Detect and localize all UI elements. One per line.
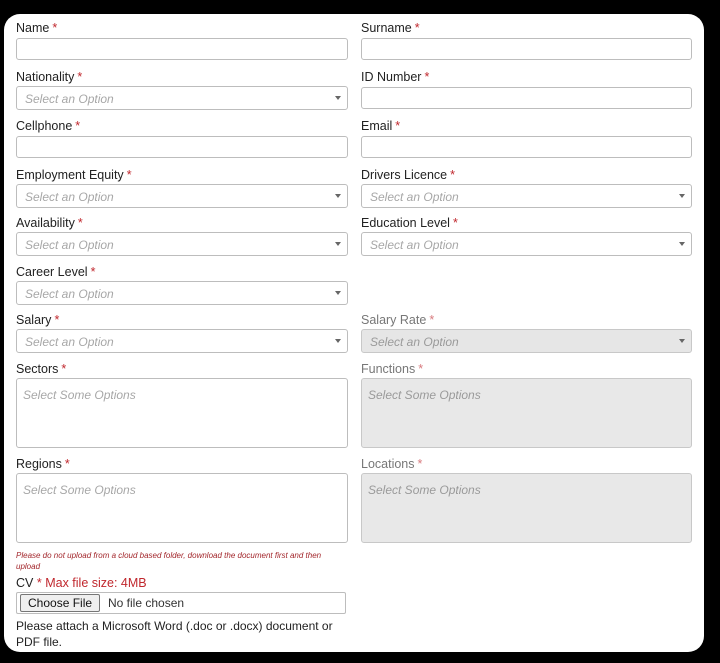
id-number-field [361,69,692,85]
sectors-placeholder: Select Some Options [23,388,136,402]
chevron-down-icon [335,96,341,100]
availability-label: Availability [16,216,75,230]
functions-placeholder: Select Some Options [368,388,481,402]
required-marker: * [395,119,401,133]
salary-select[interactable] [16,329,348,353]
required-marker: * [54,313,60,327]
regions-placeholder: Select Some Options [23,483,136,497]
cv-file-input [16,592,346,614]
education-level-placeholder: Select an Option [370,238,459,252]
locations-label: Locations [361,457,415,471]
salary-field [16,312,348,349]
surname-field [361,20,692,36]
functions-multiselect[interactable] [361,378,692,448]
availability-placeholder: Select an Option [25,238,114,252]
career-level-label: Career Level [16,265,88,279]
nationality-select[interactable] [16,86,348,110]
drivers-licence-field [361,167,692,204]
name-label: Name [16,21,50,35]
required-marker: * [36,576,42,590]
locations-field [361,456,692,497]
required-marker: * [77,70,83,84]
required-marker: * [90,265,96,279]
availability-field [16,215,348,252]
required-marker: * [52,21,58,35]
required-marker: * [452,216,458,230]
max-file-size: Max file size: 4MB [45,576,147,590]
email-label: Email [361,119,393,133]
drivers-licence-placeholder: Select an Option [370,190,459,204]
career-level-placeholder: Select an Option [25,287,114,301]
file-status: No file chosen [108,596,185,610]
salary-rate-field [361,312,692,349]
choose-file-button[interactable]: Choose File [20,594,100,612]
chevron-down-icon [335,291,341,295]
nationality-placeholder: Select an Option [25,92,114,106]
regions-field [16,456,348,497]
availability-select[interactable] [16,232,348,256]
required-marker: * [61,362,67,376]
sectors-label: Sectors [16,362,59,376]
employment-equity-label: Employment Equity [16,168,124,182]
locations-placeholder: Select Some Options [368,483,481,497]
email-input[interactable] [361,136,692,158]
email-field [361,118,692,134]
name-input[interactable] [16,38,348,60]
career-level-field [16,264,348,301]
required-marker: * [429,313,435,327]
career-level-select[interactable] [16,281,348,305]
nationality-label: Nationality [16,70,75,84]
required-marker: * [77,216,83,230]
salary-rate-placeholder: Select an Option [370,335,459,349]
required-marker: * [450,168,456,182]
application-form [4,14,704,652]
chevron-down-icon [679,242,685,246]
id-number-input[interactable] [361,87,692,109]
education-level-label: Education Level [361,216,450,230]
regions-multiselect[interactable] [16,473,348,543]
required-marker: * [64,457,70,471]
required-marker: * [417,457,423,471]
sectors-multiselect[interactable] [16,378,348,448]
chevron-down-icon [335,339,341,343]
employment-equity-placeholder: Select an Option [25,190,114,204]
salary-rate-label: Salary Rate [361,313,427,327]
required-marker: * [414,21,420,35]
locations-multiselect[interactable] [361,473,692,543]
regions-label: Regions [16,457,62,471]
employment-equity-select[interactable] [16,184,348,208]
chevron-down-icon [335,194,341,198]
salary-placeholder: Select an Option [25,335,114,349]
functions-field [361,361,692,402]
chevron-down-icon [679,339,685,343]
drivers-licence-label: Drivers Licence [361,168,448,182]
cellphone-field [16,118,348,134]
cloud-upload-warning: Please do not upload from a cloud based folder, download the document first and then upload [16,551,322,571]
education-level-field [361,215,692,252]
drivers-licence-select[interactable] [361,184,692,208]
required-marker: * [418,362,424,376]
cv-label [16,576,147,590]
employment-equity-field [16,167,348,204]
surname-input[interactable] [361,38,692,60]
cellphone-input[interactable] [16,136,348,158]
education-level-select[interactable] [361,232,692,256]
required-marker: * [424,70,430,84]
cellphone-label: Cellphone [16,119,73,133]
name-field [16,20,348,36]
id-number-label: ID Number [361,70,422,84]
required-marker: * [75,119,81,133]
cv-label-text: CV [16,576,34,590]
attach-instructions: Please attach a Microsoft Word (.doc or .docx) document or PDF file. [16,619,333,649]
required-marker: * [126,168,132,182]
surname-label: Surname [361,21,412,35]
nationality-field [16,69,348,106]
sectors-field [16,361,348,402]
salary-rate-select[interactable] [361,329,692,353]
salary-label: Salary [16,313,52,327]
chevron-down-icon [335,242,341,246]
functions-label: Functions [361,362,416,376]
chevron-down-icon [679,194,685,198]
